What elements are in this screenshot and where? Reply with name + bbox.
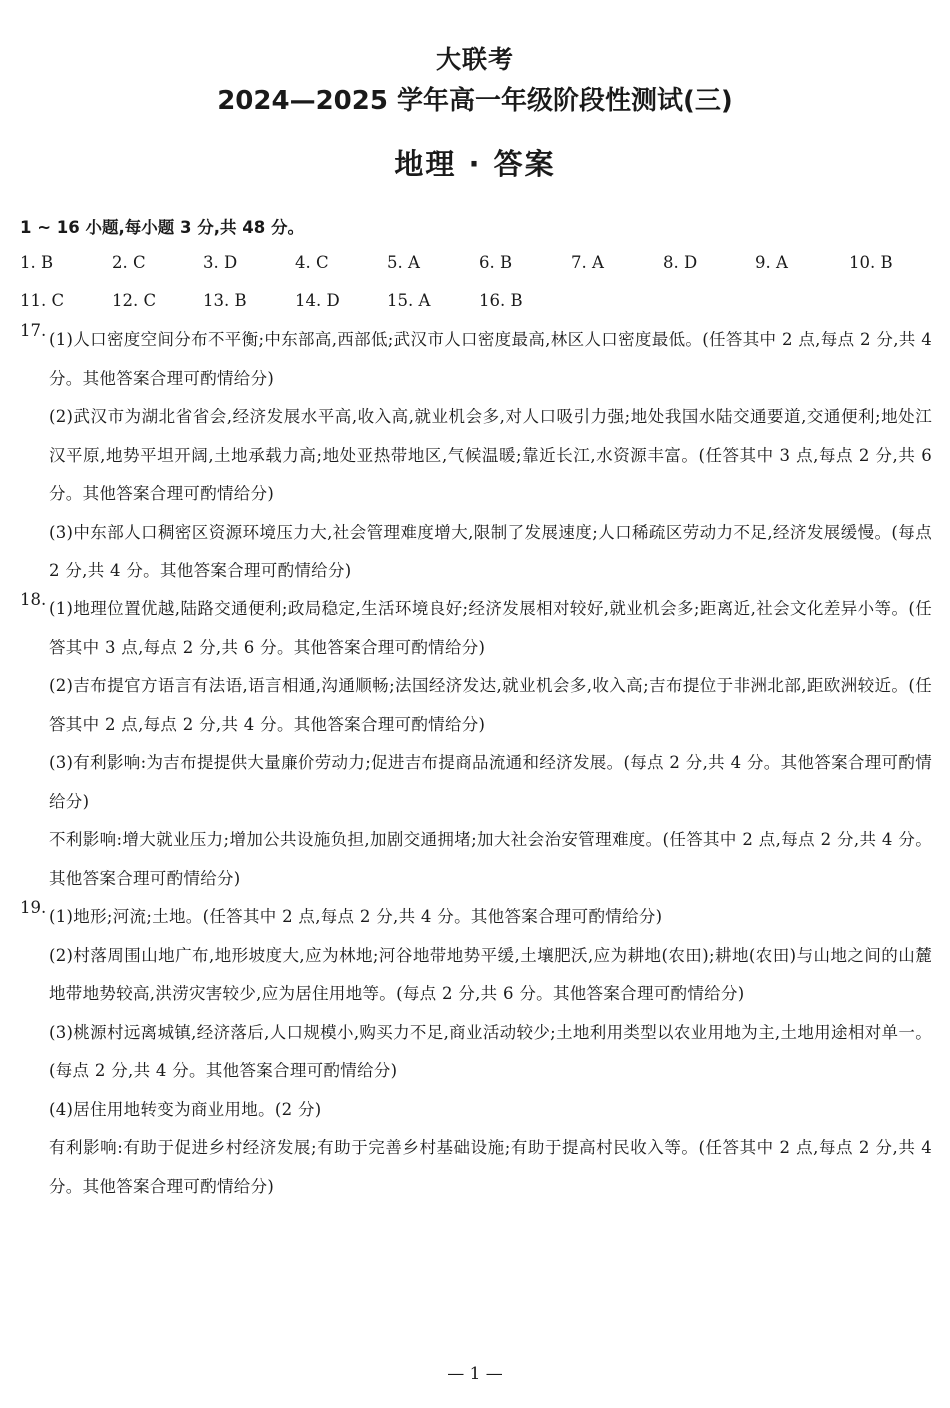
mc-answer-10: 10. B [849, 253, 893, 272]
multiple-choice-intro: 1 ~ 16 小题,每小题 3 分,共 48 分。 [20, 218, 304, 237]
mc-answer-13: 13. B [203, 291, 247, 310]
question-number: 17. [20, 321, 47, 340]
answer-paragraph: (3)桃源村远离城镇,经济落后,人口规模小,购买力不足,商业活动较少;土地利用类型以农业用地为主,土地用途相对单一。(每点 2 分,共 4 分。其他答案合理可酌情给分) [49, 1022, 932, 1080]
question-number: 18. [20, 590, 47, 609]
mc-answer-5: 5. A [387, 253, 420, 272]
answer-paragraph: 有利影响:有助于促进乡村经济发展;有助于完善乡村基础设施;有助于提高村民收入等。(任答其中 2 点,每点 2 分,共 4 分。其他答案合理可酌情给分) [49, 1138, 932, 1196]
answer-paragraph: (4)居住用地转变为商业用地。(2 分) [49, 1099, 322, 1119]
answer-paragraph: (1)地形;河流;土地。(任答其中 2 点,每点 2 分,共 4 分。其他答案合理可酌情给分) [49, 907, 663, 926]
question-number: 19. [20, 898, 47, 917]
mc-answer-7: 7. A [571, 253, 604, 272]
mc-answer-1: 1. B [20, 253, 54, 272]
mc-answer-4: 4. C [295, 253, 329, 272]
answer-paragraph: (1)地理位置优越,陆路交通便利;政局稳定,生活环境良好;经济发展相对较好,就业机会多;距离近,社会文化差异小等。(任答其中 3 点,每点 2 分,共 6 分。其他答案合理可酌情给分) [49, 599, 932, 657]
question-18-block [20, 590, 932, 898]
mc-answer-2: 2. C [112, 253, 146, 272]
subject-answer-title: 地理 · 答案 [394, 147, 556, 181]
exam-organizer-title: 大联考 [435, 45, 514, 74]
answer-paragraph: 不利影响:增大就业压力;增加公共设施负担,加剧交通拥堵;加大社会治安管理难度。(任答其中 2 点,每点 2 分,共 4 分。其他答案合理可酌情给分) [49, 830, 932, 888]
multiple-choice-row-1 [20, 253, 920, 277]
answer-paragraph: (2)武汉市为湖北省省会,经济发展水平高,收入高,就业机会多,对人口吸引力强;地处我国水陆交通要道,交通便利;地处江汉平原,地势平坦开阔,土地承载力高;地处亚热带地区,气候温暖;靠近长江,水资源丰富。(任答其中 3 点,每点 2 分,共 6 分。其他答案合理可酌情给分) [49, 407, 932, 503]
answer-paragraph: (1)人口密度空间分布不平衡;中东部高,西部低;武汉市人口密度最高,林区人口密度最低。(任答其中 2 点,每点 2 分,共 4 分。其他答案合理可酌情给分) [49, 330, 932, 388]
answer-paragraph: (3)有利影响:为吉布提提供大量廉价劳动力;促进吉布提商品流通和经济发展。(每点 2 分,共 4 分。其他答案合理可酌情给分) [49, 753, 932, 811]
answer-paragraph: (2)村落周围山地广布,地形坡度大,应为林地;河谷地带地势平缓,土壤肥沃,应为耕地(农田);耕地(农田)与山地之间的山麓地带地势较高,洪涝灾害较少,应为居住用地等。(每点 2 分,共 6 分。其他答案合理可酌情给分) [49, 945, 932, 1003]
mc-answer-15: 15. A [387, 291, 431, 310]
answer-paragraph: (2)吉布提官方语言有法语,语言相通,沟通顺畅;法国经济发达,就业机会多,收入高;吉布提位于非洲北部,距欧洲较近。(任答其中 2 点,每点 2 分,共 4 分。其他答案合理可酌情给分) [49, 676, 932, 734]
mc-answer-16: 16. B [479, 291, 523, 310]
mc-answer-6: 6. B [479, 253, 513, 272]
question-17-block [20, 321, 932, 591]
question-19-block [20, 898, 932, 1206]
mc-answer-9: 9. A [755, 253, 788, 272]
exam-name-title: 2024—2025 学年高一年级阶段性测试(三) [217, 86, 733, 116]
mc-answer-3: 3. D [203, 253, 238, 272]
multiple-choice-row-2 [20, 291, 920, 315]
answer-paragraph: (3)中东部人口稠密区资源环境压力大,社会管理难度增大,限制了发展速度;人口稀疏区劳动力不足,经济发展缓慢。(每点 2 分,共 4 分。其他答案合理可酌情给分) [49, 522, 932, 580]
page-number: — 1 — [447, 1364, 503, 1384]
mc-answer-14: 14. D [295, 291, 340, 310]
mc-answer-8: 8. D [663, 253, 698, 272]
mc-answer-12: 12. C [112, 291, 157, 310]
mc-answer-11: 11. C [20, 291, 65, 310]
